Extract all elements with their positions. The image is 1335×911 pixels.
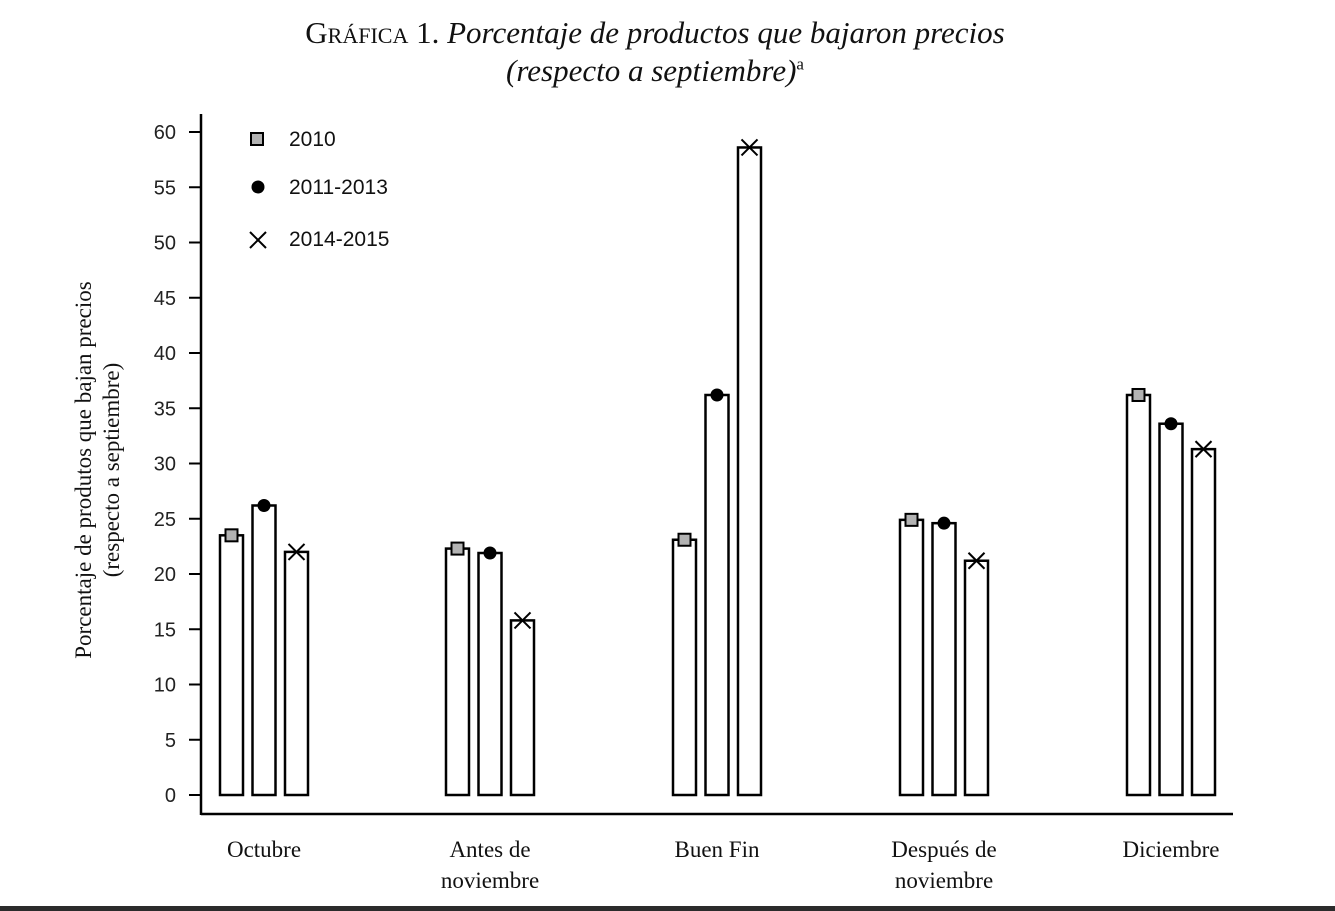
- chart-title-main: Porcentaje de productos que bajaron precios: [447, 15, 1005, 50]
- bar: [706, 395, 729, 795]
- x-category-label: noviembre: [894, 868, 994, 893]
- y-tick-label: 10: [153, 674, 176, 697]
- legend-circle-icon: [252, 181, 265, 194]
- y-tick-label: 0: [164, 785, 176, 807]
- marker-square: [906, 514, 918, 526]
- marker-circle: [1165, 417, 1178, 430]
- y-tick-label: 45: [153, 287, 176, 310]
- bar: [285, 552, 308, 795]
- x-category-label: Antes de: [449, 837, 531, 862]
- marker-circle: [938, 517, 951, 530]
- y-axis-label: [71, 281, 124, 659]
- bar: [253, 505, 276, 795]
- x-category-label: Buen Fin: [674, 837, 760, 862]
- bar: [446, 549, 469, 795]
- bar: [511, 620, 534, 795]
- legend-x-icon: [250, 232, 266, 248]
- marker-square: [679, 534, 691, 546]
- y-tick-label: 40: [153, 343, 176, 365]
- chart-title-sub: (respecto a septiembre): [506, 53, 797, 88]
- bar: [900, 520, 923, 795]
- bar: [673, 540, 696, 795]
- bar: [965, 561, 988, 795]
- bar: [933, 523, 956, 795]
- window-bottom-edge: [0, 906, 1335, 911]
- legend-label: 2010: [289, 128, 336, 151]
- y-tick-label: 30: [153, 453, 176, 476]
- chart-title-footnote-mark: a: [796, 54, 804, 74]
- y-tick-label: 5: [164, 729, 176, 752]
- legend-square-icon: [251, 133, 263, 145]
- y-tick-label: 50: [153, 232, 176, 255]
- x-category-label: Diciembre: [1122, 837, 1220, 862]
- marker-square: [226, 529, 238, 541]
- bar: [1127, 395, 1150, 795]
- x-category-label: Octubre: [226, 837, 302, 862]
- y-tick-label: 15: [153, 619, 176, 642]
- marker-circle: [484, 547, 497, 560]
- marker-square: [452, 543, 464, 555]
- legend-label: 2014-2015: [289, 228, 390, 251]
- legend: [250, 128, 389, 251]
- bar: [1192, 449, 1215, 795]
- marker-circle: [258, 499, 271, 512]
- y-tick-label: 25: [153, 508, 176, 531]
- x-category-label: Después de: [891, 837, 997, 862]
- y-axis-label-line: (respecto a septiembre): [99, 362, 124, 578]
- y-tick-label: 55: [153, 177, 176, 200]
- y-tick-label: 60: [153, 122, 176, 144]
- y-axis-label-line: Porcentaje de produtos que bajan precios: [71, 281, 96, 659]
- x-category-label: noviembre: [440, 868, 540, 893]
- bar: [220, 535, 243, 795]
- y-tick-label: 20: [153, 564, 176, 586]
- bar: [479, 553, 502, 795]
- y-tick-label: 35: [153, 398, 176, 421]
- bar: [1160, 424, 1183, 795]
- marker-circle: [711, 388, 724, 401]
- legend-label: 2011-2013: [289, 176, 388, 199]
- marker-square: [1133, 389, 1145, 401]
- chart-title-label: Gráfica 1.: [305, 15, 440, 50]
- bar: [738, 147, 761, 795]
- y-axis-ticks: [154, 122, 201, 807]
- x-axis-categories: [227, 837, 1220, 893]
